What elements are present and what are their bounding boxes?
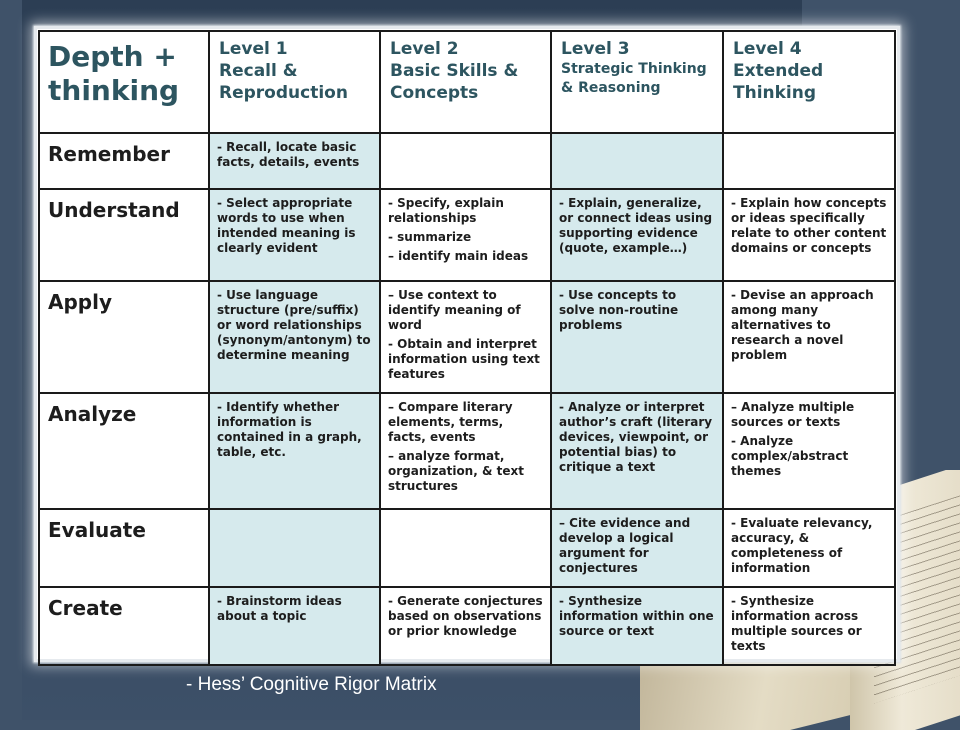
cell-item: - Use language structure (pre/suffix) or word relationships (synonym/antonym) to determine meaning xyxy=(217,288,371,362)
matrix-cell xyxy=(209,281,380,393)
level-name: Extended Thinking xyxy=(733,61,824,103)
level-header-2 xyxy=(380,31,551,133)
cell-item: - Brainstorm ideas about a topic xyxy=(217,594,342,623)
matrix-cell xyxy=(551,393,723,509)
cell-item: - Analyze complex/abstract themes xyxy=(731,434,849,478)
cell-item: – Cite evidence and develop a logical argument for conjectures xyxy=(559,516,691,575)
matrix-cell xyxy=(551,133,723,189)
level-number: Level 2 xyxy=(390,39,459,59)
cell-item: - Devise an approach among many alternatives to research a novel problem xyxy=(731,288,874,362)
cell-item: – analyze format, organization, & text structures xyxy=(388,449,524,493)
cell-item: - Evaluate relevancy, accuracy, & completeness of information xyxy=(731,516,873,575)
cell-item: - Analyze or interpret author’s craft (literary devices, viewpoint, or potential bias) to critique a text xyxy=(559,400,713,474)
matrix-cell xyxy=(551,587,723,665)
cell-item: - summarize xyxy=(388,230,472,244)
matrix-cell xyxy=(723,133,895,189)
row-label: Create xyxy=(39,587,209,665)
matrix-cell xyxy=(723,189,895,281)
matrix-cell xyxy=(723,393,895,509)
matrix-row-apply xyxy=(39,281,895,393)
matrix-cell xyxy=(723,587,895,665)
matrix-cell xyxy=(551,509,723,587)
matrix-cell xyxy=(551,281,723,393)
cell-item: – identify main ideas xyxy=(388,249,529,263)
cognitive-rigor-matrix xyxy=(34,26,900,662)
matrix-cell xyxy=(380,281,551,393)
cell-item: - Recall, locate basic facts, details, events xyxy=(217,140,360,169)
matrix-cell xyxy=(380,133,551,189)
corner-title: Depth + thinking xyxy=(39,31,209,133)
cell-item: - Specify, explain relationships xyxy=(388,196,504,225)
cell-item: – Use context to identify meaning of word xyxy=(388,288,521,332)
cell-item: - Generate conjectures based on observations or prior knowledge xyxy=(388,594,543,638)
matrix-cell xyxy=(209,393,380,509)
row-label: Analyze xyxy=(39,393,209,509)
row-label: Evaluate xyxy=(39,509,209,587)
cell-item: - Identify whether information is contained in a graph, table, etc. xyxy=(217,400,362,459)
matrix-cell xyxy=(723,281,895,393)
matrix-cell xyxy=(209,189,380,281)
level-name: Strategic Thinking & Reasoning xyxy=(561,61,707,96)
matrix-cell xyxy=(723,509,895,587)
matrix-cell xyxy=(380,393,551,509)
cell-item: - Use concepts to solve non-routine problems xyxy=(559,288,679,332)
cell-item: – Analyze multiple sources or texts xyxy=(731,400,855,429)
cell-item: - Explain, generalize, or connect ideas using supporting evidence (quote, example…) xyxy=(559,196,713,255)
matrix-table xyxy=(38,30,896,666)
matrix-row-create xyxy=(39,587,895,665)
cell-item: - Synthesize information across multiple sources or texts xyxy=(731,594,862,653)
row-label: Apply xyxy=(39,281,209,393)
level-number: Level 3 xyxy=(561,39,630,59)
level-header-3 xyxy=(551,31,723,133)
matrix-cell xyxy=(209,133,380,189)
level-number: Level 4 xyxy=(733,39,802,59)
matrix-body xyxy=(39,133,895,665)
cell-item: - Explain how concepts or ideas specifically relate to other content domains or concepts xyxy=(731,196,887,255)
level-header-4 xyxy=(723,31,895,133)
level-number: Level 1 xyxy=(219,39,288,59)
matrix-row-evaluate xyxy=(39,509,895,587)
matrix-cell xyxy=(380,587,551,665)
cell-item: – Compare literary elements, terms, facts, events xyxy=(388,400,513,444)
caption: - Hess’ Cognitive Rigor Matrix xyxy=(186,674,437,695)
matrix-row-analyze xyxy=(39,393,895,509)
level-header-1 xyxy=(209,31,380,133)
header-row xyxy=(39,31,895,133)
row-label: Understand xyxy=(39,189,209,281)
cell-item: - Synthesize information within one source or text xyxy=(559,594,714,638)
matrix-row-remember xyxy=(39,133,895,189)
cell-item: - Obtain and interpret information using text features xyxy=(388,337,540,381)
row-label: Remember xyxy=(39,133,209,189)
matrix-cell xyxy=(380,189,551,281)
matrix-cell xyxy=(551,189,723,281)
cell-item: - Select appropriate words to use when intended meaning is clearly evident xyxy=(217,196,356,255)
level-name: Recall & Reproduction xyxy=(219,61,348,103)
matrix-cell xyxy=(209,587,380,665)
matrix-row-understand xyxy=(39,189,895,281)
level-name: Basic Skills & Concepts xyxy=(390,61,519,103)
matrix-cell xyxy=(380,509,551,587)
matrix-cell xyxy=(209,509,380,587)
